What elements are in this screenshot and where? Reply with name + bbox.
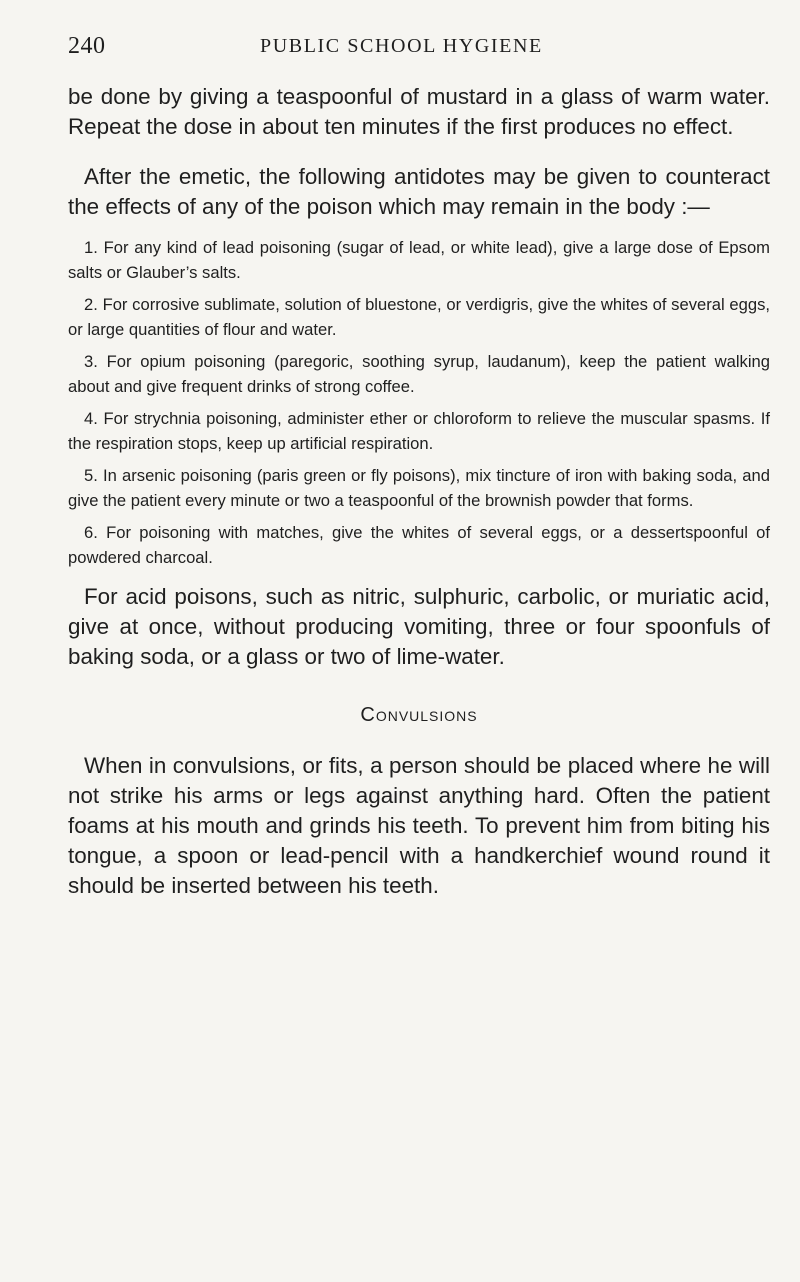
antidote-list [68, 236, 770, 570]
paragraph-convulsions: When in convulsions, or fits, a person should be placed where he will not strike his arms or legs against anything hard. Often the patient foams at his mouth and grinds his teeth. To prevent him from biting his tongue, a spoon or lead-pencil with a handkerchief wound round it should be inserted between his teeth. [68, 753, 770, 898]
page-body [68, 82, 770, 901]
list-item: 3. For opium poisoning (paregoric, soothing syrup, laudanum), keep the patient walking about and give frequent drinks of strong coffee. [68, 352, 770, 396]
paragraph-gap [68, 142, 770, 162]
page-header [68, 33, 768, 63]
list-item: 2. For corrosive sublimate, solution of bluestone, or verdigris, give the whites of several eggs, or large quantities of flour and water. [68, 295, 770, 339]
list-item: 5. In arsenic poisoning (paris green or fly poisons), mix tincture of iron with baking soda, and give the patient every minute or two a teaspoonful of the brownish powder that forms. [68, 466, 770, 510]
paragraph-continuation: be done by giving a teaspoonful of mustard in a glass of warm water. Repeat the dose in about ten minutes if the first produces no effect. [68, 84, 770, 139]
list-item: 1. For any kind of lead poisoning (sugar of lead, or white lead), give a large dose of Epsom salts or Glauber’s salts. [68, 238, 770, 282]
list-item: 6. For poisoning with matches, give the whites of several eggs, or a dessertspoonful of powdered charcoal. [68, 523, 770, 567]
running-head: PUBLIC SCHOOL HYGIENE [260, 35, 543, 57]
list-item: 4. For strychnia poisoning, administer ether or chloroform to relieve the muscular spasms. If the respiration stops, keep up artificial respiration. [68, 409, 770, 453]
paragraph-antidotes-intro: After the emetic, the following antidotes may be given to counteract the effects of any of the poison which may remain in the body :— [68, 164, 770, 219]
paragraph-acid-poisons: For acid poisons, such as nitric, sulphuric, carbolic, or muriatic acid, give at once, without producing vomiting, three or four spoonfuls of baking soda, or a glass or two of lime-water. [68, 584, 770, 669]
section-heading: Convulsions [360, 704, 478, 726]
page-number: 240 [68, 33, 106, 59]
